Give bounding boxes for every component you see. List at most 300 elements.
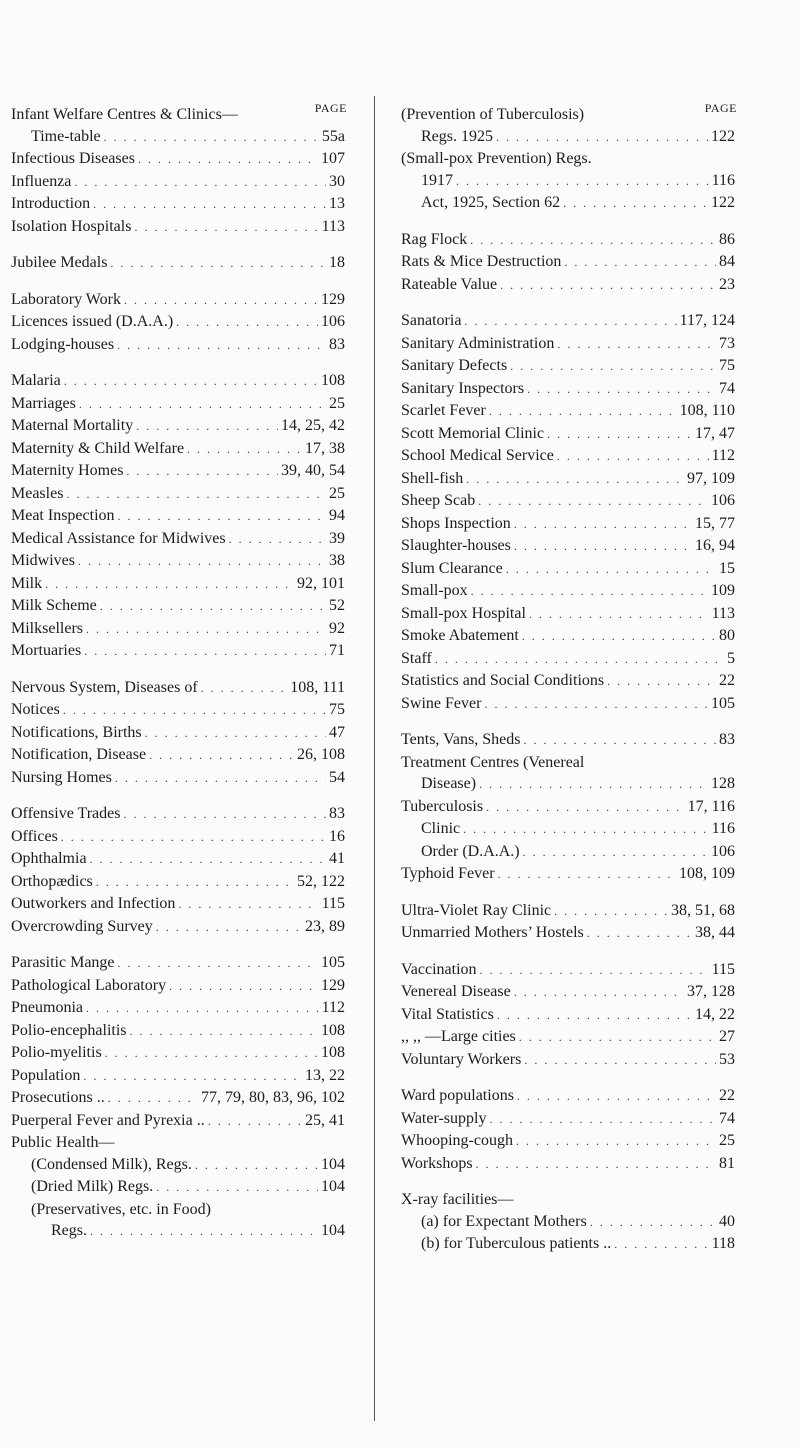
entry-page-numbers: 37, 128: [687, 983, 735, 1000]
entry-term: Small-pox: [401, 582, 468, 599]
entry-page-numbers: 25: [329, 484, 345, 502]
entry-page-numbers: 14, 25, 42: [281, 417, 345, 434]
entry-term: Notices: [11, 701, 60, 718]
entry-page-numbers: 25: [719, 1132, 735, 1149]
index-entry: [401, 863, 735, 886]
entry-term: Marriages: [11, 394, 76, 412]
index-entry: [401, 310, 735, 333]
entry-term: Whooping-cough: [401, 1132, 513, 1149]
index-entry: [401, 841, 735, 864]
dot-leader: [554, 901, 668, 923]
index-entry: [11, 505, 345, 528]
dot-leader: [523, 842, 708, 864]
entry-term: Shell-fish: [401, 469, 464, 487]
index-entry: [11, 148, 345, 171]
entry-page-numbers: 122: [711, 127, 735, 145]
dot-leader: [514, 514, 692, 536]
dot-leader: [466, 469, 684, 491]
index-entry: [11, 483, 345, 506]
entry-page-numbers: 129: [321, 290, 345, 308]
index-entry: [401, 400, 735, 423]
entry-page-numbers: 75: [329, 701, 345, 718]
entry-term: Sanitary Administration: [401, 334, 555, 352]
entry-term: (Prevention of Tuberculosis): [401, 106, 585, 123]
dot-leader: [510, 356, 716, 378]
entry-page-numbers: 47: [329, 723, 345, 741]
entry-page-numbers: 116: [711, 820, 735, 837]
entry-page-numbers: 108: [321, 1021, 345, 1039]
dot-leader: [105, 1043, 318, 1065]
dot-leader: [523, 730, 716, 752]
index-entry: [11, 1110, 345, 1133]
dot-leader: [435, 649, 724, 671]
entry-page-numbers: 41: [329, 850, 345, 867]
index-entry: [11, 438, 345, 461]
dot-leader: [464, 311, 676, 333]
dot-leader: [471, 581, 708, 603]
entry-page-numbers: 23: [719, 275, 735, 293]
entry-term: Meat Inspection: [11, 507, 115, 524]
entry-page-numbers: 52: [329, 597, 345, 614]
index-entry: [401, 1085, 735, 1108]
dot-leader: [149, 745, 294, 767]
index-entry: [401, 959, 735, 982]
entry-page-numbers: 115: [321, 895, 345, 912]
index-entry: [401, 445, 735, 468]
entry-term: Maternity Homes: [11, 462, 124, 479]
entry-page-numbers: 30: [329, 172, 345, 190]
entry-page-numbers: 122: [711, 194, 735, 211]
entry-term: Sanitary Defects: [401, 357, 508, 374]
index-entry: [11, 640, 345, 663]
entry-page-numbers: 97, 109: [687, 469, 735, 487]
entry-page-numbers: 26, 108: [297, 746, 345, 763]
index-entry: [11, 216, 345, 239]
entry-page-numbers: 27: [719, 1028, 735, 1045]
entry-page-numbers: 104: [321, 1178, 345, 1195]
entry-term: Time-table: [31, 127, 101, 145]
index-entry: [401, 251, 735, 274]
index-entry: [401, 1189, 735, 1211]
dot-leader: [480, 960, 709, 982]
index-letter-group: [401, 229, 735, 297]
index-entry: [11, 370, 345, 393]
dot-leader: [156, 917, 302, 939]
dot-leader: [78, 551, 326, 573]
index-entry: [401, 192, 735, 215]
entry-term: Sanitary Inspectors: [401, 379, 525, 397]
index-entry: [11, 767, 345, 790]
dot-leader: [90, 1221, 318, 1243]
dot-leader: [118, 953, 318, 975]
entry-term: Rats & Mice Destruction: [401, 253, 562, 270]
entry-page-numbers: 52, 122: [297, 872, 345, 890]
dot-leader: [45, 574, 294, 596]
entry-term: (a) for Expectant Mothers: [421, 1212, 587, 1230]
dot-leader: [478, 491, 708, 513]
entry-term: Clinic: [421, 820, 461, 837]
entry-page-numbers: 108, 109: [679, 865, 735, 882]
entry-page-numbers: 23, 89: [305, 917, 345, 935]
entry-term: Midwives: [11, 552, 75, 569]
dot-leader: [547, 424, 692, 446]
entry-term: Statistics and Social Conditions: [401, 672, 605, 689]
entry-term: Pathological Laboratory: [11, 976, 167, 994]
entry-term: Scarlet Fever: [401, 402, 486, 419]
entry-term: (b) for Tuberculous patients ..: [421, 1235, 612, 1252]
entry-term: (Preservatives, etc. in Food): [31, 1200, 211, 1218]
dot-leader: [84, 641, 326, 663]
entry-term: Act, 1925, Section 62: [421, 194, 561, 211]
dot-leader: [115, 768, 326, 790]
entry-term: Rateable Value: [401, 275, 498, 293]
entry-term: Laboratory Work: [11, 290, 121, 308]
entry-page-numbers: 54: [329, 768, 345, 786]
entry-term: ,, ,, —Large cities: [401, 1028, 516, 1045]
entry-term: Offices: [11, 827, 58, 845]
entry-term: Vital Statistics: [401, 1005, 494, 1023]
index-letter-group: [11, 370, 345, 663]
entry-term: Infant Welfare Centres & Clinics—: [11, 106, 238, 123]
dot-leader: [124, 290, 318, 312]
index-entry: [11, 171, 345, 194]
index-entry: [11, 595, 345, 618]
entry-page-numbers: 112: [711, 447, 735, 464]
entry-page-numbers: 25, 41: [305, 1111, 345, 1129]
index-entry: [11, 1176, 345, 1199]
index-letter-group: [401, 1085, 735, 1175]
entry-term: Tuberculosis: [401, 797, 484, 815]
entry-term: Slum Clearance: [401, 559, 503, 577]
entry-term: Swine Fever: [401, 694, 482, 712]
entry-term: Regs. 1925: [421, 127, 493, 145]
entry-term: Ward populations: [401, 1087, 514, 1104]
dot-leader: [145, 723, 326, 745]
index-entry: [11, 871, 345, 894]
entry-page-numbers: 92, 101: [297, 574, 345, 592]
dot-leader: [104, 127, 319, 149]
index-entry: [11, 722, 345, 745]
entry-term: Sanatoria: [401, 312, 462, 329]
entry-page-numbers: 86: [719, 230, 735, 248]
index-entry: [11, 1199, 345, 1243]
entry-page-numbers: 55a: [321, 127, 345, 145]
entry-page-numbers: 71: [329, 642, 345, 659]
index-letter-group: [11, 289, 345, 357]
entry-page-numbers: 117, 124: [679, 312, 735, 329]
dot-leader: [195, 1155, 318, 1177]
dot-leader: [86, 998, 319, 1020]
index-entry: [401, 752, 735, 796]
entry-page-numbers: 109: [711, 582, 735, 599]
index-entry: [11, 1132, 345, 1154]
entry-term: Maternal Mortality: [11, 417, 134, 434]
index-entry: [401, 274, 735, 297]
dot-leader: [130, 1021, 318, 1043]
dot-leader: [517, 1086, 716, 1108]
index-entry: [11, 744, 345, 767]
entry-term: Isolation Hospitals: [11, 217, 132, 235]
entry-page-numbers: 94: [329, 507, 345, 524]
dot-leader: [529, 604, 709, 626]
dot-leader: [86, 619, 326, 641]
dot-leader: [229, 529, 326, 551]
index-entry: [11, 699, 345, 722]
entry-term: Scott Memorial Clinic: [401, 424, 545, 442]
entry-page-numbers: 15: [719, 559, 735, 577]
entry-page-numbers: 118: [711, 1235, 735, 1252]
index-entry: [11, 975, 345, 998]
index-entry: [11, 1020, 345, 1043]
dot-leader: [126, 461, 278, 483]
entry-page-numbers: 81: [719, 1154, 735, 1172]
entry-page-numbers: 108: [321, 372, 345, 389]
entry-term: Tents, Vans, Sheds: [401, 731, 521, 748]
index-entry: [401, 580, 735, 603]
dot-leader: [524, 1050, 716, 1072]
index-column-left: [11, 101, 347, 1257]
dot-leader: [497, 1005, 692, 1027]
entry-term: Infectious Diseases: [11, 150, 135, 167]
index-entry: [11, 997, 345, 1020]
entry-page-numbers: 16, 94: [695, 537, 735, 554]
index-letter-group: [401, 959, 735, 1072]
entry-term: Milk: [11, 574, 43, 592]
dot-leader: [527, 379, 716, 401]
entry-page-numbers: 128: [711, 775, 735, 792]
entry-term: Ultra-Violet Ray Clinic: [401, 901, 552, 919]
index-letter-group: [11, 104, 345, 238]
index-entry: [401, 796, 735, 819]
dot-leader: [79, 394, 326, 416]
index-entry: [11, 803, 345, 826]
entry-term: Pneumonia: [11, 999, 83, 1016]
entry-term: Staff: [401, 649, 432, 667]
dot-leader: [522, 626, 716, 648]
entry-page-numbers: 75: [719, 357, 735, 374]
entry-page-numbers: 18: [329, 254, 345, 271]
dot-leader: [489, 401, 677, 423]
entry-term: Water-supply: [401, 1109, 487, 1127]
dot-leader: [187, 439, 302, 461]
entry-term: Prosecutions ..: [11, 1089, 105, 1106]
dot-leader: [463, 819, 708, 841]
index-entry: [401, 513, 735, 536]
entry-page-numbers: 112: [321, 999, 345, 1016]
index-entry: [401, 981, 735, 1004]
entry-term: (Condensed Milk), Regs.: [31, 1155, 192, 1173]
index-entry: [11, 415, 345, 438]
entry-page-numbers: 74: [719, 1109, 735, 1127]
dot-leader: [557, 334, 716, 356]
dot-leader: [63, 700, 326, 722]
entry-term: Measles: [11, 484, 64, 502]
index-entry: [401, 378, 735, 401]
dot-leader: [514, 536, 692, 558]
dot-leader: [110, 253, 326, 275]
entry-page-numbers: 106: [711, 492, 735, 509]
dot-leader: [83, 1066, 302, 1088]
entry-page-numbers: 83: [329, 335, 345, 353]
dot-leader: [169, 976, 318, 998]
index-letter-group: [401, 1189, 735, 1256]
entry-page-numbers: 92: [329, 619, 345, 637]
index-letter-group: [11, 803, 345, 938]
dot-leader: [66, 484, 326, 506]
dot-leader: [134, 217, 318, 239]
entry-term: Influenza: [11, 172, 72, 190]
dot-leader: [178, 894, 318, 916]
entry-page-numbers: 104: [321, 1222, 345, 1239]
dot-leader: [108, 1088, 198, 1110]
index-entry: [401, 603, 735, 626]
index-entry: [401, 693, 735, 716]
entry-page-numbers: 39: [329, 529, 345, 547]
dot-leader: [498, 864, 676, 886]
entry-term: Medical Assistance for Midwives: [11, 529, 226, 547]
entry-term: Orthopædics: [11, 872, 93, 890]
index-letter-group: [11, 677, 345, 790]
entry-page-numbers: 105: [321, 954, 345, 971]
index-entry: [401, 1004, 735, 1027]
entry-term: Sheep Scab: [401, 492, 476, 509]
entry-page-numbers: 22: [719, 672, 735, 689]
index-entry: [11, 1154, 345, 1177]
index-entry: [11, 893, 345, 916]
entry-term: X-ray facilities—: [401, 1191, 514, 1208]
index-entry: [401, 423, 735, 446]
dot-leader: [208, 1111, 302, 1133]
index-entry: [11, 311, 345, 334]
dot-leader: [514, 982, 684, 1004]
entry-page-numbers: 17, 47: [695, 424, 735, 442]
entry-page-numbers: 17, 38: [305, 439, 345, 457]
entry-page-numbers: 73: [719, 334, 735, 352]
entry-term: Milk Scheme: [11, 597, 97, 614]
index-entry: [401, 625, 735, 648]
entry-page-numbers: 39, 40, 54: [281, 462, 345, 479]
entry-term: Voluntary Workers: [401, 1050, 522, 1068]
index-entry: [401, 148, 735, 192]
dot-leader: [476, 1154, 716, 1176]
entry-term: Public Health—: [11, 1134, 115, 1151]
entry-term: School Medical Service: [401, 447, 554, 464]
dot-leader: [489, 1109, 716, 1131]
index-letter-group: [401, 729, 735, 886]
dot-leader: [156, 1177, 318, 1199]
index-entry: [11, 460, 345, 483]
dot-leader: [64, 371, 318, 393]
entry-page-numbers: 107: [321, 150, 345, 167]
entry-term: Notification, Disease: [11, 746, 147, 763]
index-entry: [401, 1049, 735, 1072]
entry-page-numbers: 15, 77: [695, 514, 735, 532]
index-letter-group: [401, 310, 735, 715]
dot-leader: [563, 193, 708, 215]
dot-leader: [456, 171, 709, 193]
dot-leader: [479, 774, 708, 796]
entry-term: Maternity & Child Welfare: [11, 439, 185, 457]
index-entry: [11, 104, 345, 148]
index-letter-group: [401, 900, 735, 945]
index-entry: [11, 916, 345, 939]
entry-term: Mortuaries: [11, 642, 82, 659]
entry-term: Lodging-houses: [11, 335, 115, 353]
dot-leader: [117, 335, 326, 357]
index-entry: [401, 490, 735, 513]
dot-leader: [557, 446, 709, 468]
entry-term: Nervous System, Diseases of: [11, 678, 198, 696]
dot-leader: [587, 923, 692, 945]
index-letter-group: [11, 252, 345, 275]
index-entry: [401, 558, 735, 581]
entry-term: Notifications, Births: [11, 723, 142, 741]
entry-page-numbers: 16: [329, 827, 345, 845]
entry-term: Small-pox Hospital: [401, 604, 526, 622]
page-column-header: PAGE: [704, 101, 737, 115]
entry-term: Disease): [421, 775, 477, 792]
dot-leader: [90, 849, 326, 871]
dot-leader: [201, 678, 288, 700]
dot-leader: [100, 596, 326, 618]
entry-term: Typhoid Fever: [401, 865, 495, 882]
index-entry: [401, 818, 735, 841]
page-column-header: PAGE: [314, 101, 347, 115]
index-entry: [11, 528, 345, 551]
index-entry: [11, 1065, 345, 1088]
dot-leader: [176, 312, 318, 334]
index-entry: [401, 1108, 735, 1131]
index-entry: [11, 252, 345, 275]
dot-leader: [61, 827, 326, 849]
entry-term: Treatment Centres (Venereal: [401, 753, 585, 771]
index-entry: [401, 1233, 735, 1256]
entry-page-numbers: 53: [719, 1050, 735, 1068]
entry-page-numbers: 38, 44: [695, 924, 735, 941]
entry-term: Ophthalmia: [11, 850, 87, 867]
dot-leader: [486, 797, 685, 819]
entry-page-numbers: 106: [711, 842, 735, 860]
entry-page-numbers: 106: [321, 313, 345, 330]
entry-term: Parasitic Mange: [11, 954, 115, 971]
dot-leader: [496, 127, 708, 149]
index-entry: [401, 468, 735, 491]
dot-leader: [506, 559, 716, 581]
entry-page-numbers: 113: [321, 217, 345, 235]
entry-term: Jubilee Medals: [11, 254, 108, 271]
dot-leader: [136, 416, 278, 438]
entry-page-numbers: 84: [719, 253, 735, 270]
dot-leader: [484, 694, 708, 716]
entry-term: Shops Inspection: [401, 514, 511, 532]
index-entry: [401, 333, 735, 356]
index-entry: [401, 535, 735, 558]
dot-leader: [118, 506, 326, 528]
index-entry: [401, 104, 735, 148]
entry-page-numbers: 25: [329, 394, 345, 412]
index-letter-group: [11, 952, 345, 1243]
index-entry: [11, 618, 345, 641]
index-entry: [11, 334, 345, 357]
entry-term: Smoke Abatement: [401, 627, 519, 644]
dot-leader: [500, 275, 716, 297]
dot-leader: [138, 149, 318, 171]
index-entry: [11, 573, 345, 596]
entry-term: Malaria: [11, 372, 61, 389]
dot-leader: [607, 671, 716, 693]
index-letter-group: [401, 104, 735, 215]
entry-term: Milksellers: [11, 619, 83, 637]
